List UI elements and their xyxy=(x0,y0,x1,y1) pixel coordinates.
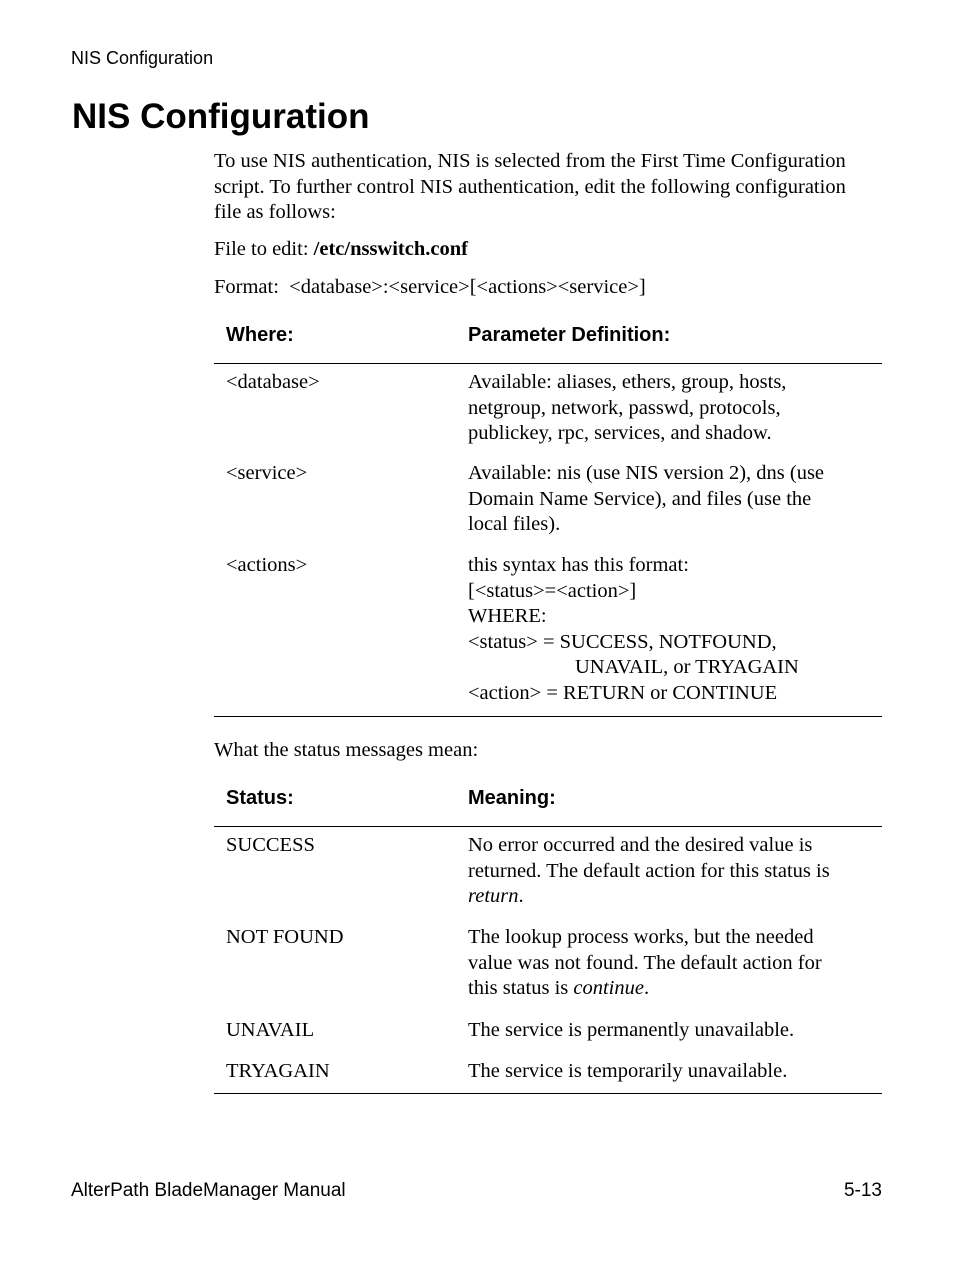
header-status: Status: xyxy=(226,787,294,809)
param-name: <database> xyxy=(226,371,320,393)
param-definition: Available: aliases, ethers, group, hosts, netgroup, network, passwd, protocols, publickey, rpc, services, and shadow. xyxy=(468,371,787,444)
footer-page-number: 5-13 xyxy=(843,1180,882,1201)
param-definition: Available: nis (use NIS version 2), dns (use Domain Name Service), and files (use the local files). xyxy=(468,462,825,535)
status-table xyxy=(214,776,882,1094)
emphasis: return xyxy=(468,885,519,907)
intro-line: script. To further control NIS authentication, edit the following configuration xyxy=(214,175,846,198)
status-name: SUCCESS xyxy=(226,834,315,856)
status-table-header xyxy=(214,776,882,827)
format-line xyxy=(214,275,882,301)
status-meaning: No error occurred and the desired value is returned. The default action for this status is return. xyxy=(468,834,830,907)
status-name: UNAVAIL xyxy=(226,1019,315,1041)
param-name: <actions> xyxy=(226,554,308,576)
running-header: NIS Configuration xyxy=(71,48,214,68)
page-title: NIS Configuration xyxy=(72,97,370,136)
header-meaning: Meaning: xyxy=(468,787,556,809)
param-name: <service> xyxy=(226,462,308,484)
header-where: Where: xyxy=(226,324,294,346)
format-text: Format: <database>:<service>[<actions><service>] xyxy=(214,276,646,298)
status-meaning: The lookup process works, but the needed value was not found. The default action for this status is continue. xyxy=(468,926,822,999)
parameter-table-header xyxy=(214,313,882,364)
file-path: /etc/nsswitch.conf xyxy=(313,238,468,260)
status-name: TRYAGAIN xyxy=(226,1060,330,1082)
param-definition: this syntax has this format: [<status>=<action>] WHERE: <status> = SUCCESS, NOTFOUND, UNAVAIL, or TRYAGAIN <action> = RETURN or CONTINUE xyxy=(468,554,799,704)
intro-paragraph xyxy=(214,149,882,226)
status-name: NOT FOUND xyxy=(226,926,344,948)
parameter-table xyxy=(214,313,882,717)
status-meaning: The service is permanently unavailable. xyxy=(468,1019,795,1041)
footer-manual-title: AlterPath BladeManager Manual xyxy=(71,1180,346,1201)
file-to-edit xyxy=(214,237,882,263)
status-intro: What the status messages mean: xyxy=(214,739,479,761)
status-meaning: The service is temporarily unavailable. xyxy=(468,1060,788,1082)
parameter-table-body xyxy=(214,364,882,717)
status-table-body xyxy=(214,827,882,1094)
intro-line: To use NIS authentication, NIS is selected from the First Time Configuration xyxy=(214,150,846,172)
intro-line: file as follows: xyxy=(214,201,336,223)
file-to-edit-label: File to edit: xyxy=(214,238,314,260)
header-parameter-definition: Parameter Definition: xyxy=(468,324,671,346)
emphasis: continue xyxy=(573,977,644,999)
